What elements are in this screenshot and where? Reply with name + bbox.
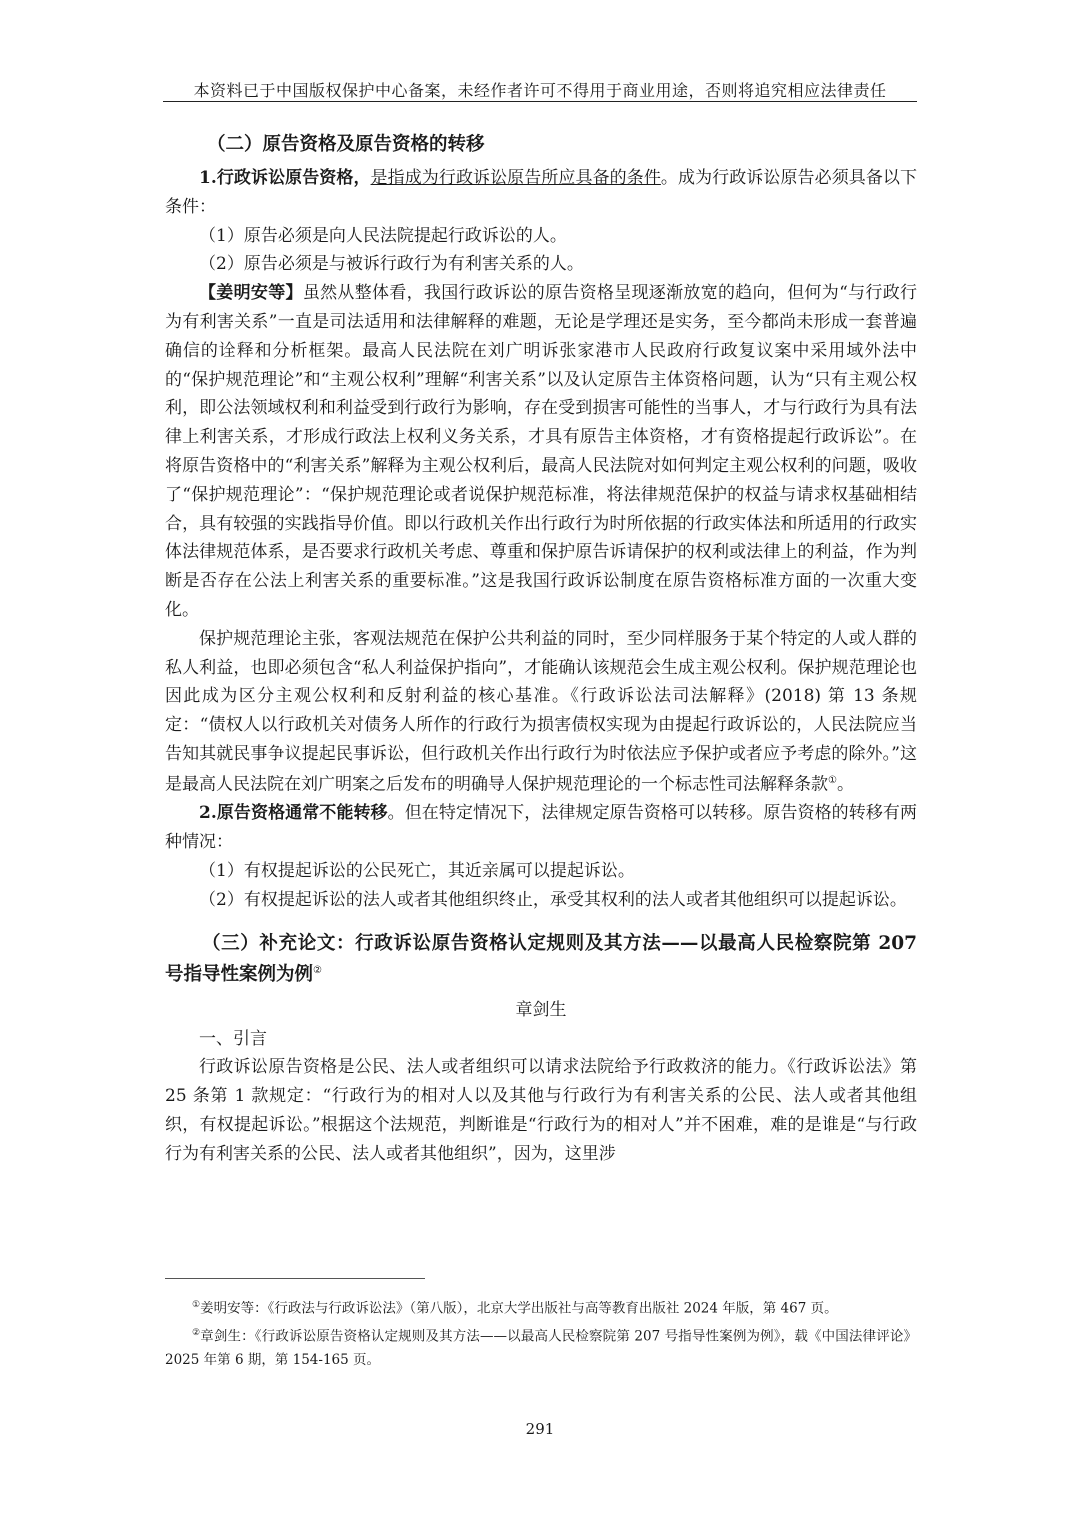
item-1-paragraph	[165, 164, 917, 222]
item-1-definition: 是指成为行政诉讼原告所应具备的条件	[370, 168, 661, 188]
quote-text: 虽然从整体看，我国行政诉讼的原告资格呈现逐渐放宽的趋向，但何为“与行政行为有利害关系”一直是司法适用和法律解释的难题，无论是学理还是实务，至今都尚未形成一套普遍确信的诠释和分析框架。最高人民法院在刘广明诉张家港市人民政府行政复议案中采用域外法中的“保护规范理论”和“主观公权利”理解“利害关系”以及认定原告主体资格问题，认为“只有主观公权利，即公法领域权利和利益受到行政行为影响，存在受到损害可能性的当事人，才与行政行为具有法律上利害关系，才形成行政法上权利义务关系，才具有原告主体资格，才有资格提起行政诉讼”。在将原告资格中的“利害关系”解释为主观公权利后，最高人民法院对如何判定主观公权利的问题，吸收了“保护规范理论”：“保护规范理论或者说保护规范标准，将法律规范保护的权益与请求权基础相结合，具有较强的实践指导价值。即以行政机关作出行政行为时所依据的行政实体法和所适用的行政实体法律规范体系，是否要求行政机关考虑、尊重和保护原告诉请保护的权利或法律上的利益，作为判断是否存在公法上利害关系的重要标准。”这是我国行政诉讼制度在原告资格标准方面的一次重大变化。	[165, 283, 917, 620]
transfer-case-2: （2）有权提起诉讼的法人或者其他组织终止，承受其权利的法人或者其他组织可以提起诉讼。	[199, 889, 907, 910]
item-2-rest: 。但在特定情况下，法律规定原告资格可以转移。原告资格的转移有两种情况：	[165, 803, 918, 852]
copyright-header: 本资料已于中国版权保护中心备案，未经作者许可不得用于商业用途，否则将追究相应法律责任	[193, 81, 887, 100]
footnote-2-text: 章剑生：《行政诉讼原告资格认定规则及其方法——以最高人民检察院第 207 号指导性案例为例》，载《中国法律评论》2025 年第 6 期，第 154-165 页。	[165, 1328, 917, 1368]
page-body	[165, 130, 917, 1169]
item-1-term: 行政诉讼原告资格，	[216, 168, 371, 188]
footnote-1	[165, 1293, 917, 1321]
footnote-ref-2[interactable]: ②	[313, 965, 322, 977]
item-1-number: 1.	[199, 168, 217, 188]
footnote-1-mark: ①	[192, 1300, 201, 1310]
footnote-1-text: 姜明安等：《行政法与行政诉讼法》（第八版），北京大学出版社与高等教育出版社 2024 年版，第 467 页。	[200, 1300, 838, 1317]
theory-paragraph	[165, 625, 917, 799]
quote-paragraph	[165, 279, 917, 625]
item-2-paragraph	[165, 799, 917, 857]
section-3-title: （三）补充论文：行政诉讼原告资格认定规则及其方法——以最高人民检察院第 207 号指导性案例为例	[165, 933, 917, 986]
quote-source-tag: 【姜明安等】	[199, 283, 303, 304]
condition-1: （1）原告必须是向人民法院提起行政诉讼的人。	[199, 225, 567, 246]
intro-paragraph: 行政诉讼原告资格是公民、法人或者组织可以请求法院给予行政救济的能力。《行政诉讼法》第 25 条第 1 款规定：“行政行为的相对人以及其他与行政行为有利害关系的公民、法人或者其他组织，有权提起诉讼。”根据这个法规范，判断谁是“行政行为的相对人”并不困难，难的是谁是“与行政行为有利害关系的公民、法人或者其他组织”，因为，这里涉	[165, 1057, 917, 1164]
section-heading-3	[165, 928, 917, 990]
author-name: 章剑生	[515, 999, 567, 1020]
theory-text: 保护规范理论主张，客观法规范在保护公共利益的同时，至少同样服务于某个特定的人或人群的私人利益，也即必须包含“私人利益保护指向”，才能确认该规范会生成主观公权利。保护规范理论也因此成为区分主观公权利和反射利益的核心基准。《行政诉讼法司法解释》(2018) 第 13 条规定：“债权人以行政机关对债务人所作的行政行为损害债权实现为由提起行政诉讼的，人民法院应当告知其就民事争议提起民事诉讼，但行政机关作出行政行为时依法应予保护或者应予考虑的除外。”这是最高人民法院在刘广明案之后发布的明确导人保护规范理论的一个标志性司法解释条款	[165, 628, 917, 795]
transfer-case-1: （1）有权提起诉讼的公民死亡，其近亲属可以提起诉讼。	[199, 860, 635, 881]
footnote-rule	[165, 1278, 425, 1279]
theory-text-end: 。	[836, 774, 854, 795]
item-2-number: 2.	[199, 803, 217, 824]
footnote-ref-1[interactable]: ①	[828, 774, 837, 786]
item-1-rest: 。成为行政诉讼原告必须具备以下条件：	[165, 168, 918, 217]
footnote-2-mark: ②	[192, 1327, 201, 1338]
footnotes	[165, 1278, 917, 1372]
section-heading-2: （二）原告资格及原告资格的转移	[207, 134, 485, 155]
footnote-2	[165, 1321, 917, 1373]
intro-heading: 一、引言	[199, 1028, 267, 1049]
header-rule	[163, 101, 917, 102]
condition-2: （2）原告必须是与被诉行政行为有利害关系的人。	[199, 254, 584, 275]
item-2-term: 原告资格通常不能转移	[216, 803, 388, 824]
page-number: 291	[525, 1420, 555, 1438]
